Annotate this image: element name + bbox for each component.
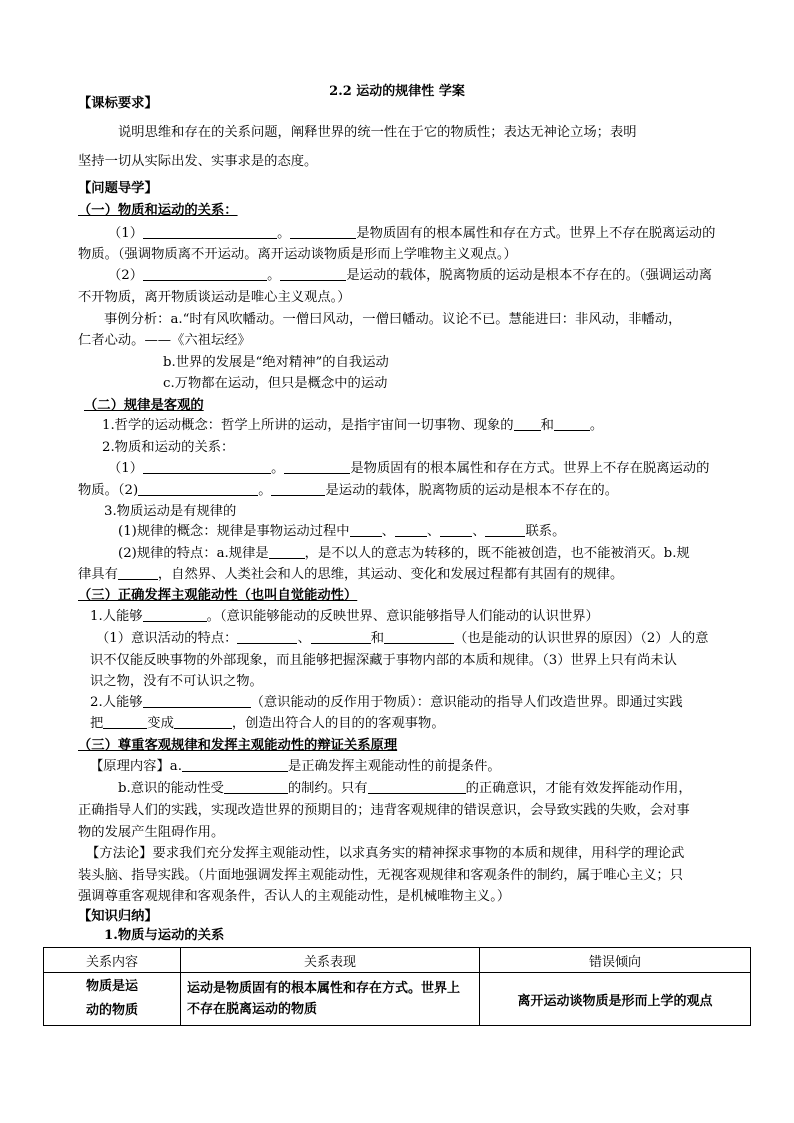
statement-text: ，是不以人的意志为转移的，既不能被创造，也不能被消灭。b.规 xyxy=(304,546,690,561)
table-cell-error-tendency: 离开运动谈物质是形而上学的观点 xyxy=(480,973,751,1026)
table-header-cell: 关系内容 xyxy=(44,948,181,973)
page-title: 2.2 运动的规律性 学案 xyxy=(329,84,465,99)
body-text-line: 2.物质和运动的关系： xyxy=(102,440,235,455)
cell-text-line: 动的物质 xyxy=(85,1003,138,1018)
separator-text: 、 xyxy=(426,524,441,539)
statement-text: 把 xyxy=(90,716,104,731)
table-cell-relation-content xyxy=(44,973,181,1026)
body-text-line: 装头脑、指导实践。（片面地强调发挥主观能动性，无视客观规律和客观条件的制约，属于唯心主义；只 xyxy=(78,868,684,883)
fill-in-line xyxy=(108,265,712,287)
answer-blank[interactable] xyxy=(103,714,147,729)
statement-text: 的正确意识，才能有效发挥能动作用， xyxy=(465,781,692,796)
fill-in-line xyxy=(118,543,690,565)
answer-blank[interactable] xyxy=(280,266,346,281)
fill-in-line xyxy=(90,692,683,714)
example-text-line: c.万物都在运动，但只是概念中的运动 xyxy=(163,376,388,391)
statement-text: 2.人能够 xyxy=(90,695,143,710)
statement-text: 的制约。只有 xyxy=(287,781,368,796)
statement-text: ，自然界、人类社会和人的思维，其运动、变化和发展过程都有其固有的规律。 xyxy=(157,567,624,582)
summary-table xyxy=(43,947,751,1026)
answer-blank[interactable] xyxy=(224,779,288,794)
statement-text: 1.哲学的运动概念：哲学上所讲的运动，是指宇宙间一切事物、现象的 xyxy=(102,418,514,433)
subheading-dialectical-relation: （三）尊重客观规律和发挥主观能动性的辩证关系原理 xyxy=(78,738,398,753)
answer-blank[interactable] xyxy=(143,224,277,239)
body-text-line: 物质。（强调物质离不开运动。离开运动谈物质是形而上学唯物主义观点。） xyxy=(78,247,517,262)
statement-text: 是运动的载体，脱离物质的运动是根本不存在的。（强调运动离 xyxy=(346,268,713,283)
answer-blank[interactable] xyxy=(554,416,590,431)
statement-text: (1)规律的概念：规律是事物运动过程中 xyxy=(118,524,350,539)
table-header-cell: 关系表现 xyxy=(181,948,480,973)
body-text-line: 【方法论】要求我们充分发挥主观能动性，以求真务实的精神探求事物的本质和规律，用科学的理论武 xyxy=(86,846,685,861)
body-text-line: 3.物质运动是有规律的 xyxy=(104,504,237,519)
subheading-laws-objective: （二）规律是客观的 xyxy=(84,398,204,413)
answer-blank[interactable] xyxy=(174,714,232,729)
statement-text: 是运动的载体，脱离物质的运动是根本不存在的。 xyxy=(325,483,619,498)
answer-blank[interactable] xyxy=(143,607,207,622)
body-text-line: 强调尊重客观规律和客观条件，否认人的主观能动性，是机械唯物主义。） xyxy=(78,889,511,904)
body-text-line: 不开物质，离开物质谈运动是唯心主义观点。） xyxy=(78,290,351,305)
answer-blank[interactable] xyxy=(284,459,350,474)
answer-blank[interactable] xyxy=(384,629,454,644)
separator-text: 。 xyxy=(271,461,285,476)
answer-blank[interactable] xyxy=(271,481,325,496)
section-guided-questions: 【问题导学】 xyxy=(78,181,158,196)
statement-text: （也是能动的认识世界的原因）（2）人的意 xyxy=(454,631,709,646)
answer-blank[interactable] xyxy=(485,522,525,537)
answer-blank[interactable] xyxy=(138,481,258,496)
statement-text: 【原理内容】a. xyxy=(90,759,182,774)
separator-text: 。 xyxy=(258,483,272,498)
separator-text: 和 xyxy=(370,631,385,646)
statement-text: 联系。 xyxy=(525,524,566,539)
answer-blank[interactable] xyxy=(143,266,267,281)
answer-blank[interactable] xyxy=(290,224,356,239)
answer-blank[interactable] xyxy=(350,522,382,537)
statement-text: 是正确发挥主观能动性的前提条件。 xyxy=(287,759,501,774)
fill-in-line xyxy=(78,564,623,586)
summary-subheading: 1.物质与运动的关系 xyxy=(104,928,225,943)
separator-text: 、 xyxy=(297,631,311,646)
statement-text: ，创造出符合人的目的的客观事物。 xyxy=(231,716,445,731)
separator-text: 、 xyxy=(472,524,486,539)
statement-text: （意识能动的反作用于物质）：意识能动的指导人们改造世界。即通过实践 xyxy=(250,695,683,710)
fill-in-line xyxy=(96,628,708,650)
body-text-line: 物的发展产生阻碍作用。 xyxy=(78,825,225,840)
cell-text-line: 不存在脱离运动的物质 xyxy=(187,1002,318,1017)
separator-text: 。 xyxy=(267,268,281,283)
statement-text: （1）意识活动的特点： xyxy=(96,631,238,646)
example-text-line: 事例分析：a.“时有风吹幡动。一僧曰风动，一僧曰幡动。议论不已。慧能进曰：非风动，非幡动， xyxy=(104,312,682,327)
section-knowledge-summary: 【知识归纳】 xyxy=(78,909,158,924)
body-text-line: 识不仅能反映事物的外部现象，而且能够把握深藏于事物内部的本质和规律。（3）世界上只有尚未认 xyxy=(90,653,677,668)
table-header-row xyxy=(44,948,751,973)
fill-in-line xyxy=(118,778,692,800)
separator-text: 。 xyxy=(277,226,291,241)
body-text-line: 识之物，没有不可认识之物。 xyxy=(90,674,263,689)
fill-in-line xyxy=(118,521,565,543)
answer-blank[interactable] xyxy=(182,757,288,772)
statement-text: 是物质固有的根本属性和存在方式。世界上不存在脱离运动的 xyxy=(350,461,710,476)
subheading-matter-motion: （一）物质和运动的关系： xyxy=(78,203,238,218)
fill-in-line xyxy=(108,223,715,245)
statement-text: 是物质固有的根本属性和存在方式。世界上不存在脱离运动的 xyxy=(356,226,716,241)
answer-blank[interactable] xyxy=(395,522,427,537)
table-header-cell: 错误倾向 xyxy=(480,948,751,973)
cell-text-line: 物质是运 xyxy=(85,979,138,994)
statement-text: (2)规律的特点：a.规律是 xyxy=(118,546,269,561)
item-label: （1） xyxy=(108,226,144,241)
table-cell-relation-expression xyxy=(181,973,480,1026)
statement-text: 变成 xyxy=(147,716,174,731)
item-label: 物质。（2) xyxy=(78,483,139,498)
statement-text: b.意识的能动性受 xyxy=(118,781,224,796)
statement-text: 律具有 xyxy=(78,567,118,582)
fill-in-line xyxy=(78,480,618,502)
section-curriculum-requirements: 【课标要求】 xyxy=(78,96,158,111)
fill-in-line xyxy=(102,415,603,437)
example-text-line: b.世界的发展是“绝对精神”的自我运动 xyxy=(163,355,389,370)
cell-text-line: 运动是物质固有的根本属性和存在方式。世界上 xyxy=(187,981,461,996)
answer-blank[interactable] xyxy=(143,693,251,708)
body-text-line: 坚持一切从实际出发、实事求是的态度。 xyxy=(78,154,318,169)
item-label: （2） xyxy=(108,268,144,283)
answer-blank[interactable] xyxy=(514,416,541,431)
answer-blank[interactable] xyxy=(118,565,158,580)
body-text-line: 正确指导人们的实践，实现改造世界的预期目的；违背客观规律的错误意识，会导致实践的失败，会对事 xyxy=(78,803,690,818)
fill-in-line xyxy=(90,713,445,735)
fill-in-line xyxy=(90,606,599,628)
answer-blank[interactable] xyxy=(311,629,371,644)
subheading-subjective-initiative: （三）正确发挥主观能动性（也叫自觉能动性） xyxy=(78,588,358,603)
separator-text: 。 xyxy=(589,418,604,433)
answer-blank[interactable] xyxy=(440,522,472,537)
item-label: （1） xyxy=(108,461,144,476)
answer-blank[interactable] xyxy=(368,779,466,794)
answer-blank[interactable] xyxy=(237,629,297,644)
answer-blank[interactable] xyxy=(269,544,305,559)
statement-text: 1.人能够 xyxy=(90,609,143,624)
body-text-line: 说明思维和存在的关系问题，阐释世界的统一性在于它的物质性；表达无神论立场；表明 xyxy=(118,125,637,140)
statement-text: 。（意识能够能动的反映世界、意识能够指导人们能动的认识世界） xyxy=(206,609,599,624)
separator-text: 、 xyxy=(381,524,395,539)
answer-blank[interactable] xyxy=(143,459,271,474)
fill-in-line xyxy=(108,458,709,480)
example-text-line: 仁者心动。——《六祖坛经》 xyxy=(78,333,251,348)
separator-text: 和 xyxy=(540,418,554,433)
table-row xyxy=(44,973,751,1026)
fill-in-line xyxy=(90,756,501,778)
